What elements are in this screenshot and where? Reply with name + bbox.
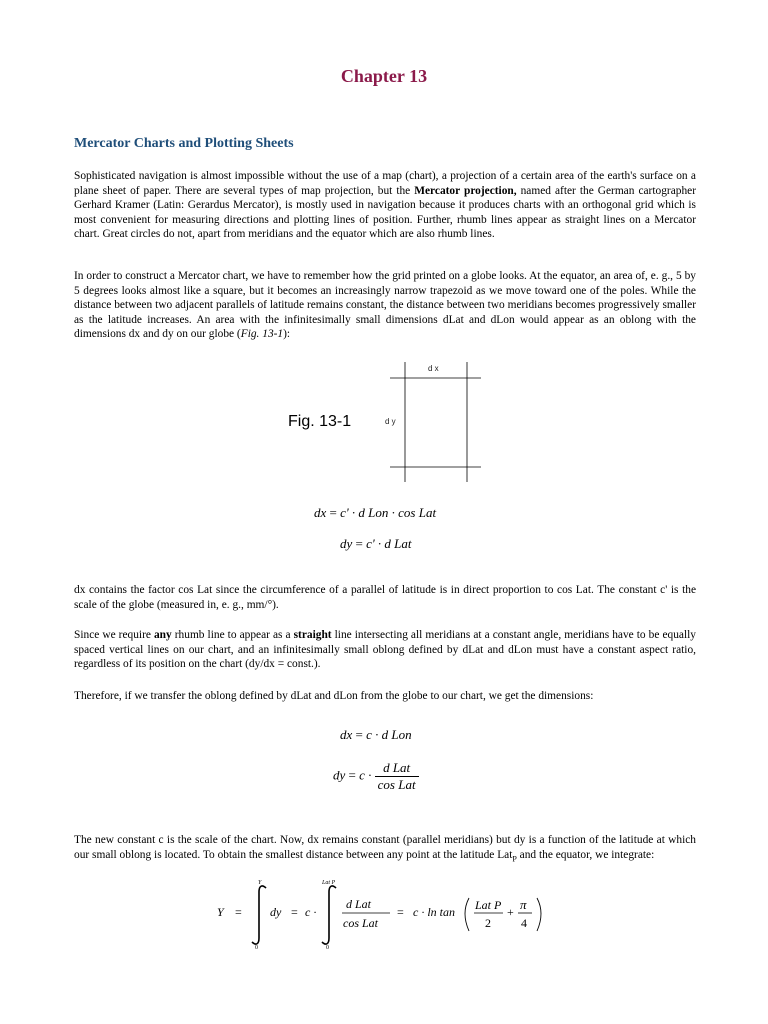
eq4-coef: c · (359, 767, 372, 783)
eq1-lhs: dx (314, 505, 327, 520)
p1-text-b: named after the German cartographer Gerhard Kramer (Latin: Gerardus Mercator), is mostly used in navigation because it produces charts with an orthogonal grid which is most convenient for measuring directions and plotting lines of position. Further, rhumb lines appear as straight lines on a Mercator chart. Great circles do not, apart from meridians and the equator which are also rhumb lines. (74, 184, 696, 241)
eq5-plus: + (507, 905, 514, 919)
eq1-rhs: c' · d Lon · cos Lat (340, 505, 437, 520)
p4-bold-any: any (153, 629, 172, 641)
eq5-pi: π (520, 897, 527, 912)
eq5-int1-upper: Y (258, 880, 262, 886)
eq5-left-paren (465, 898, 469, 931)
eq1-equals: = (329, 505, 337, 520)
p2-text-b: ): (283, 328, 291, 341)
p1-bold: Mercator projection, (414, 184, 517, 197)
eq2-rhs: c' · d Lat (366, 536, 412, 551)
eq5-denominator: cos Lat (343, 916, 379, 930)
eq4-numerator: d Lat (375, 760, 419, 777)
eq5-int2-lower: 0 (326, 945, 329, 951)
eq4-lhs: dy (333, 767, 346, 783)
eq5-dy: dy (270, 905, 282, 919)
fig-dx-label: d x (428, 364, 439, 373)
p4-text-b: rhumb line to appear as a (171, 629, 294, 641)
eq3-rhs: c · d Lon (366, 727, 412, 742)
p4-text-c: line intersecting all meridians at a constant angle, meridians have to be equally spaced vertical lines on our chart, and an infinitesimally small oblong defined by dLat and dLon must have a constant aspect ratio, regardless of its position on the chart (dy/dx = const.). (74, 629, 696, 671)
eq5-int2-upper: Lat P (322, 880, 336, 886)
figure-label: Fig. 13-1 (288, 413, 352, 430)
eq2-equals: = (355, 536, 363, 551)
eq3-lhs: dx (340, 727, 353, 742)
chapter-title: Chapter 13 (340, 66, 428, 86)
paragraph-transfer: Therefore, if we transfer the oblong defined by dLat and dLon from the globe to our chart, we get the dimensions: (74, 690, 594, 702)
eq2-lhs: dy (340, 536, 353, 551)
integral-sign-1 (252, 886, 266, 944)
eq5-right-paren (537, 898, 541, 931)
p6-text-a: The new constant c is the scale of the chart. Now, dx remains constant (parallel meridians) but dy is a function of the latitude at which our small oblong is located. To obtain the smallest distance between any point at the latitude Lat (74, 834, 696, 861)
paragraph-cos-lat: dx contains the factor cos Lat since the circumference of a parallel of latitude is in direct proportion to cos Lat. The constant c' is the scale of the globe (measured in, e. g., mm/°). (74, 584, 696, 611)
fig-dy-label: d y (385, 417, 396, 426)
eq5-Y: Y (217, 905, 224, 919)
p2-text-a: In order to construct a Mercator chart, we have to remember how the grid printed on a globe looks. At the equator, an area of, e. g., 5 by 5 degrees looks almost like a square, but it becomes an increasingly narrow trapezoid as we move toward one of the poles. While the distance between two adjacent parallels of latitude remains constant, the distance between two meridians becomes progressively smaller as the latitude increases. An area with the infinitesimally small dimensions dLat and dLon would appear as an oblong with the dimensions dx and dy on our globe ( (74, 270, 696, 341)
p4-text-a: Since we require (74, 629, 154, 641)
p2-figure-ref: Fig. 13-1 (240, 328, 284, 341)
eq5-inner-denominator: 2 (485, 916, 491, 930)
eq5-c: c · (305, 905, 317, 919)
p6-sub-p: P (512, 853, 517, 863)
eq5-inner-numerator: Lat P (475, 898, 502, 912)
eq5-equals-3: = (397, 905, 404, 919)
eq4-denominator: cos Lat (377, 777, 416, 792)
eq5-numerator: d Lat (346, 897, 372, 911)
eq5-int1-lower: 0 (255, 945, 258, 951)
integral-sign-2 (322, 886, 336, 944)
p1-text-a: Sophisticated navigation is almost impossible without the use of a map (chart), a projection of a certain area of the earth's surface on a plane sheet of paper. There are several types of map projection, but the (74, 170, 696, 197)
eq5-rhs: c · ln tan (413, 905, 455, 919)
eq5-four: 4 (521, 916, 527, 930)
eq5-equals-2: = (291, 905, 298, 919)
eq5-equals-1: = (235, 905, 242, 919)
eq4-equals: = (348, 767, 356, 783)
p4-bold-straight: straight (293, 629, 332, 641)
p6-text-b: and the equator, we integrate: (516, 848, 655, 861)
section-title: Mercator Charts and Plotting Sheets (74, 136, 294, 151)
eq3-equals: = (355, 727, 363, 742)
